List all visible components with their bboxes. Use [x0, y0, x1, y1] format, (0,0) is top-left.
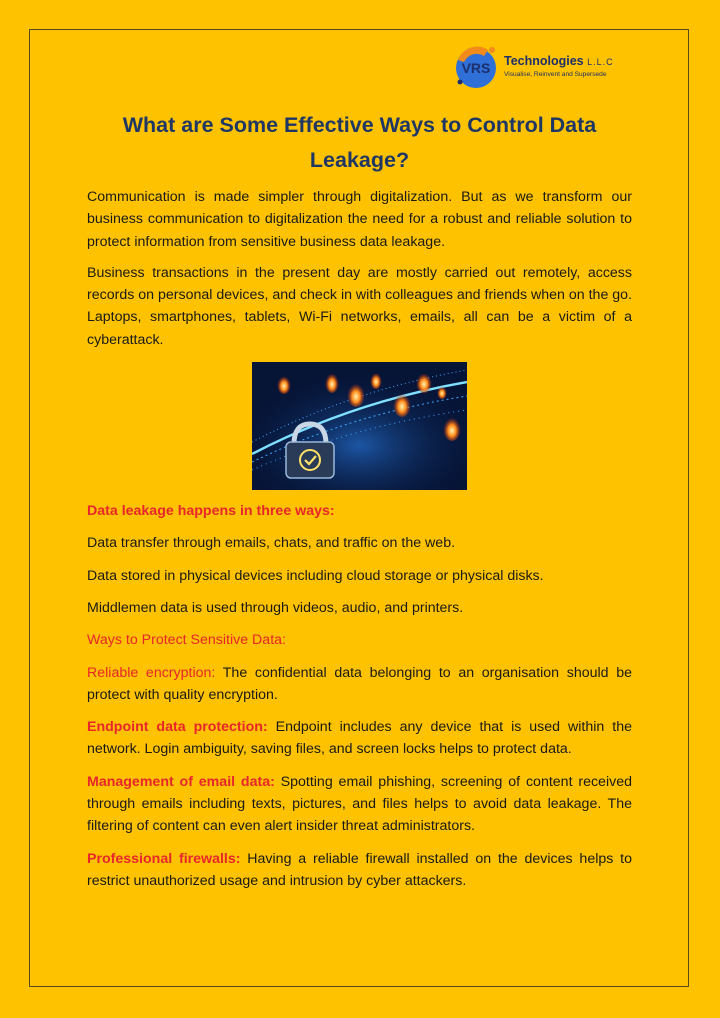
protect-heading: [87, 629, 632, 651]
page-title: What are Some Effective Ways to Control Data Leakage?: [122, 113, 597, 172]
logo-name-text: Technologies: [504, 54, 584, 68]
leakage-way: Middlemen data is used through videos, audio, and printers.: [87, 599, 464, 616]
logo-monogram: VRS: [461, 60, 491, 76]
vrs-logo-mark: [448, 44, 504, 90]
protect-item-endpoint: [87, 716, 632, 761]
padlock-cyber-fire-image: [252, 362, 467, 490]
leakage-way: Data stored in physical devices including cloud storage or physical disks.: [87, 567, 544, 584]
article-body: [87, 186, 632, 892]
protect-item-label: Endpoint data protection:: [87, 719, 268, 736]
protect-item-label: Professional firewalls:: [87, 850, 241, 867]
company-logo: [448, 44, 638, 90]
leakage-heading: [87, 500, 632, 522]
protect-item-firewall: [87, 848, 632, 893]
protect-item-label: Management of email data:: [87, 773, 275, 790]
protect-item-email: [87, 771, 632, 838]
protect-heading-text: Ways to Protect Sensitive Data:: [87, 632, 286, 649]
protect-item-text: Endpoint includes any device that is used within the network. Login ambiguity, saving files, and screen locks helps to protect data.: [87, 719, 632, 758]
protect-item-text: The confidential data belonging to an organisation should be protect with quality encryption.: [87, 664, 633, 703]
protect-item-label: Reliable encryption:: [87, 664, 216, 681]
logo-tagline: Visualise, Reinvent and Supersede: [504, 71, 607, 78]
protect-item-text: Having a reliable firewall installed on the devices helps to restrict unauthorized usage and intrusion by cyber attackers.: [87, 850, 632, 889]
logo-company-name: [504, 54, 614, 68]
protect-item-encryption: [87, 662, 632, 707]
intro-paragraph: Communication is made simpler through digitalization. But as we transform our business communication to digitalization the need for a robust and reliable solution to protect information from sensitive business data leakage.: [87, 189, 632, 250]
protect-item-text: Spotting email phishing, screening of content received through emails including texts, pictures, and files helps to avoid data leakage. The filtering of content can even alert insider threat administrators.: [87, 773, 632, 835]
logo-suffix: L.L.C: [587, 57, 614, 67]
intro-paragraph: Business transactions in the present day are mostly carried out remotely, access records on personal devices, and check in with colleagues and friends when on the go. Laptops, smartphones, tablets, Wi-Fi networks, emails, all can be a victim of a cyberattack.: [87, 264, 632, 348]
leakage-heading-text: Data leakage happens in three ways:: [87, 503, 335, 520]
leakage-way: Data transfer through emails, chats, and traffic on the web.: [87, 535, 456, 552]
